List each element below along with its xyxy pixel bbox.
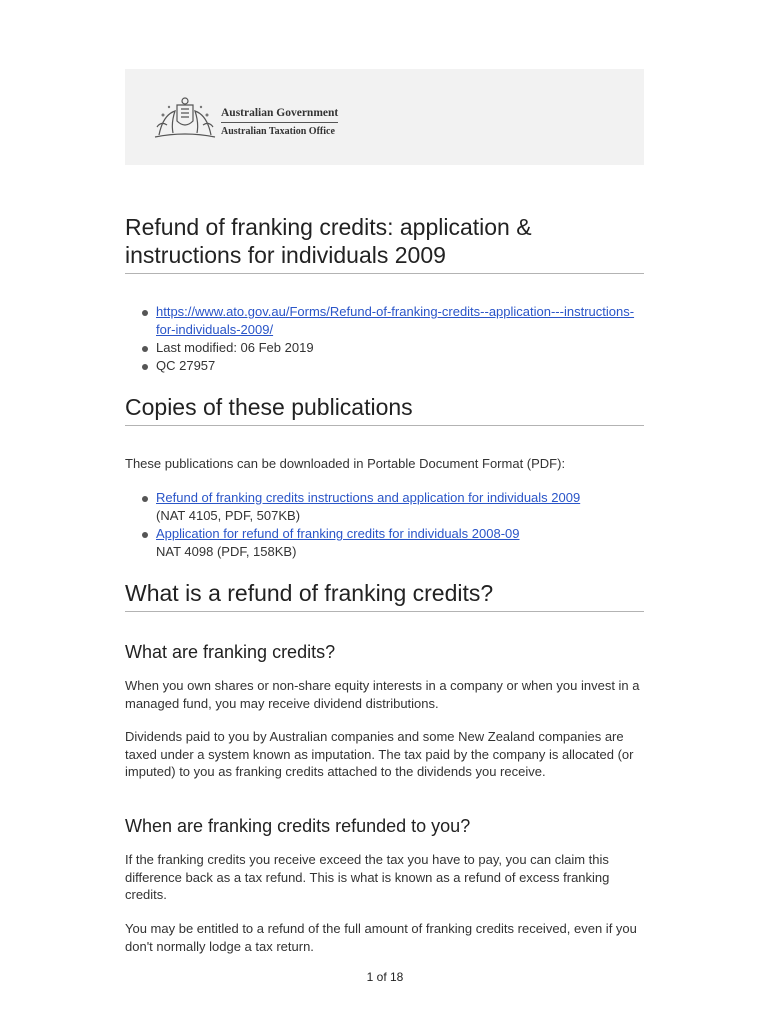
list-item-publication: [125, 489, 644, 525]
list-item-publication: [125, 525, 644, 561]
logo-line2: Australian Taxation Office: [221, 126, 335, 137]
publication-note: (NAT 4105, PDF, 507KB): [156, 508, 301, 523]
publication-link[interactable]: Application for refund of franking credits for individuals 2008-09: [156, 526, 520, 541]
logo-line1: Australian Government: [221, 106, 338, 123]
page-number: 1 of 18: [366, 970, 404, 984]
publication-note: NAT 4098 (PDF, 158KB): [156, 544, 297, 559]
paragraph-2: Dividends paid to you by Australian companies and some New Zealand companies are taxed under a system known as imputation. The tax paid by the company is allocated (or imputed) to you as franking credits attached to the dividends you receive.: [125, 729, 634, 779]
copies-intro: These publications can be downloaded in Portable Document Format (PDF):: [125, 456, 566, 471]
list-item-last-modified: Last modified: 06 Feb 2019: [125, 339, 644, 357]
copies-heading: Copies of these publications: [125, 393, 644, 426]
list-item-qc: QC 27957: [125, 357, 644, 375]
government-wordmark: [221, 106, 338, 138]
publication-list: [125, 489, 644, 561]
what-is-heading: What is a refund of franking credits?: [125, 579, 644, 612]
coat-of-arms-icon: [153, 95, 217, 141]
meta-list: [125, 303, 644, 375]
paragraph-1: When you own shares or non-share equity interests in a company or when you invest in a managed fund, you may receive dividend distributions.: [125, 678, 640, 711]
source-url-link[interactable]: https://www.ato.gov.au/Forms/Refund-of-franking-credits--application---instructions-for-individuals-2009/: [156, 304, 635, 337]
page-title: Refund of franking credits: application & instructions for individuals 2009: [125, 213, 644, 274]
paragraph-3: If the franking credits you receive exceed the tax you have to pay, you can claim this difference back as a tax refund. This is what is known as a refund of excess franking credits.: [125, 852, 610, 902]
paragraph-4: You may be entitled to a refund of the full amount of franking credits received, even if you don't normally lodge a tax return.: [125, 921, 637, 954]
subheading-what-are: What are franking credits?: [125, 642, 336, 662]
subheading-when-refunded: When are franking credits refunded to you?: [125, 816, 471, 836]
header-banner: [125, 69, 644, 165]
list-item-url: [125, 303, 644, 339]
publication-link[interactable]: Refund of franking credits instructions and application for individuals 2009: [156, 490, 581, 505]
